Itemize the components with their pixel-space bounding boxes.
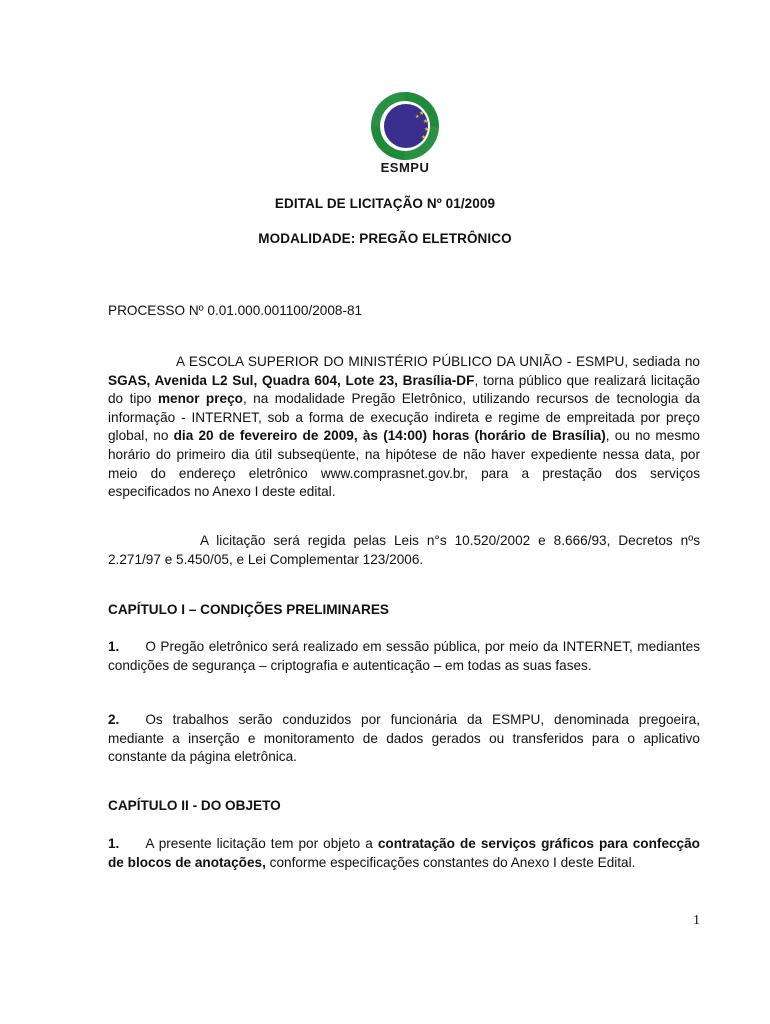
intro-text-1: A ESCOLA SUPERIOR DO MINISTÉRIO PÚBLICO DA UNIÃO - ESMPU, sediada no — [176, 354, 700, 369]
intro-address: SGAS, Avenida L2 Sul, Quadra 604, Lote 23, Brasília-DF — [108, 372, 475, 388]
laws-paragraph: A licitação será regida pelas Leis n°s 10.520/2002 e 8.666/93, Decretos nºs 2.271/97 e 5.450/05, e Lei Complementar 123/2006. — [108, 533, 700, 567]
item-number: 1. — [108, 639, 120, 654]
process-number: PROCESSO Nº 0.01.000.001100/2008-81 — [108, 303, 363, 318]
intro-date: dia 20 de fevereiro de 2009, às (14:00) horas (horário de Brasília) — [173, 428, 606, 444]
intro-paragraph — [108, 353, 700, 502]
page-number: 1 — [693, 913, 700, 928]
intro-text-3: , na modalidade Pregão Eletrônico, utilizando recursos de tecnologia da informação - INTERNET, sob a forma de execução indireta e regime de empreitada por preço global, no — [108, 391, 700, 444]
logo-label: ESMPU — [380, 160, 430, 175]
svg-text:★: ★ — [421, 134, 427, 141]
chapter1-item-2 — [108, 711, 700, 767]
item-text: Os trabalhos serão conduzidos por funcionária da ESMPU, denominada pregoeira, mediante a inserção e monitoramento de dados gerados ou transferidos para o aplicativo constante da página eletrônica. — [108, 712, 700, 765]
edital-title: EDITAL DE LICITAÇÃO Nº 01/2009 — [274, 196, 496, 211]
chapter1-item-1 — [108, 638, 700, 675]
item-number: 2. — [108, 712, 120, 727]
item-text: O Pregão eletrônico será realizado em sessão pública, por meio da INTERNET, mediantes condições de segurança – criptografia e autenticação – em todas as suas fases. — [108, 639, 700, 673]
object-subject: contratação de serviços gráficos para confecção de blocos de anotações, — [108, 836, 700, 870]
esmpu-logo — [349, 88, 461, 178]
intro-price-type: menor preço — [157, 391, 243, 407]
chapter2-heading: CAPÍTULO II - DO OBJETO — [108, 798, 281, 813]
object-text-1: A presente licitação tem por objeto a — [145, 836, 378, 851]
svg-text:★: ★ — [424, 126, 430, 133]
modality-title: MODALIDADE: PREGÃO ELETRÔNICO — [258, 231, 512, 246]
item-number: 1. — [108, 836, 120, 851]
svg-text:★: ★ — [419, 110, 425, 117]
svg-text:★: ★ — [423, 118, 429, 125]
chapter1-heading: CAPÍTULO I – CONDIÇÕES PRELIMINARES — [108, 602, 389, 617]
intro-text-2: , torna público que realizará licitação do tipo — [108, 372, 700, 407]
intro-text-4: , ou no mesmo horário do primeiro dia útil subseqüente, na hipótese de não haver expediente nessa data, por meio do endereço eletrônico www.comprasnet.gov.br, para a prestação dos serviços especificados no Anexo I deste edital. — [108, 428, 700, 500]
esmpu-emblem-icon — [349, 88, 461, 162]
chapter2-item-1 — [108, 835, 700, 872]
svg-text:★: ★ — [415, 114, 420, 120]
object-text-2: conforme especificações constantes do Anexo I deste Edital. — [265, 854, 636, 870]
